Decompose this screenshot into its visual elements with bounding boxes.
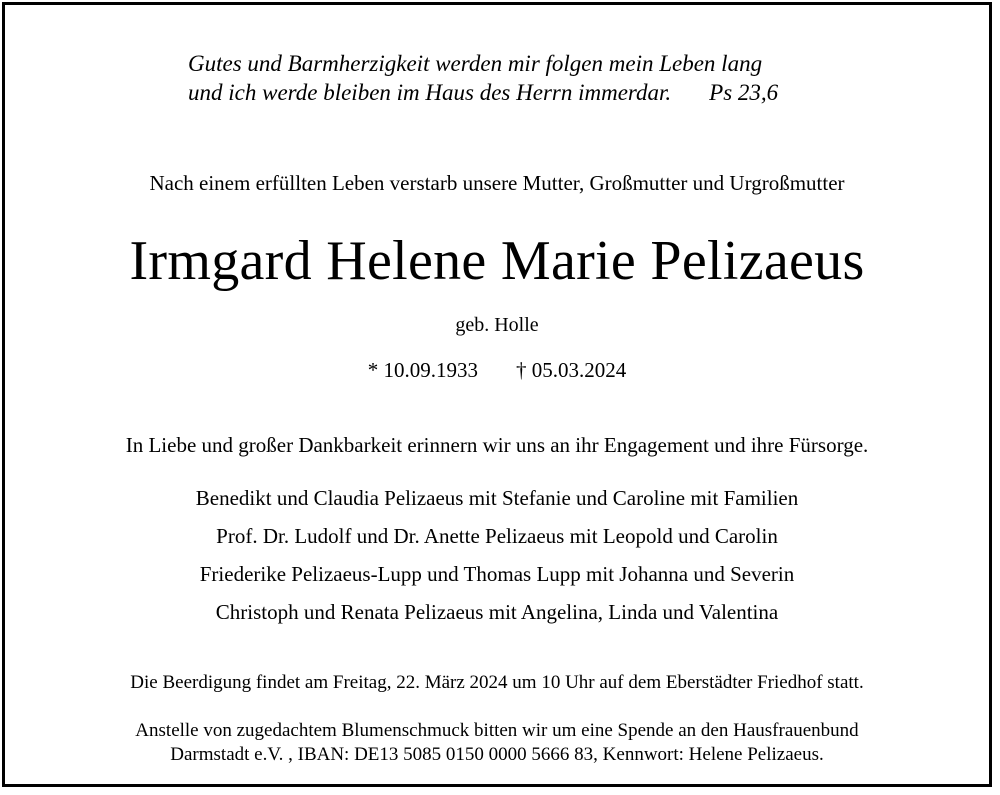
mourner-line: Christoph und Renata Pelizaeus mit Angelina, Linda und Valentina [215, 600, 779, 624]
funeral-info: Die Beerdigung findet am Freitag, 22. März 2024 um 10 Uhr auf dem Eberstädter Friedhof statt. [130, 672, 864, 693]
birth-date: * 10.09.1933 [367, 358, 478, 382]
donation-info-line-2: Darmstadt e.V. , IBAN: DE13 5085 0150 0000 5666 83, Kennwort: Helene Pelizaeus. [170, 744, 824, 765]
intro-text: Nach einem erfüllten Leben verstarb unsere Mutter, Großmutter und Urgroßmutter [149, 171, 845, 195]
mourner-line: Prof. Dr. Ludolf und Dr. Anette Pelizaeus mit Leopold und Carolin [216, 524, 778, 548]
tribute-text: In Liebe und großer Dankbarkeit erinnern wir uns an ihr Engagement und ihre Fürsorge. [125, 433, 869, 457]
donation-info-line-1: Anstelle von zugedachtem Blumenschmuck bitten wir um eine Spende an den Hausfrauenbund [135, 720, 859, 741]
deceased-name: Irmgard Helene Marie Pelizaeus [129, 230, 865, 292]
bible-verse-reference: Ps 23,6 [709, 80, 779, 105]
life-dates [5, 360, 989, 381]
mourner-line: Benedikt und Claudia Pelizaeus mit Stefanie und Caroline mit Familien [195, 486, 799, 510]
maiden-name: geb. Holle [455, 314, 539, 336]
bible-verse-line-1: Gutes und Barmherzigkeit werden mir folgen mein Leben lang [188, 51, 763, 76]
bible-verse-text: und ich werde bleiben im Haus des Herrn immerdar. [188, 80, 672, 105]
obituary-notice [2, 2, 992, 787]
death-date: † 05.03.2024 [516, 358, 627, 382]
mourner-line: Friederike Pelizaeus-Lupp und Thomas Lupp mit Johanna und Severin [199, 562, 795, 586]
bible-verse-line-2 [188, 81, 778, 104]
